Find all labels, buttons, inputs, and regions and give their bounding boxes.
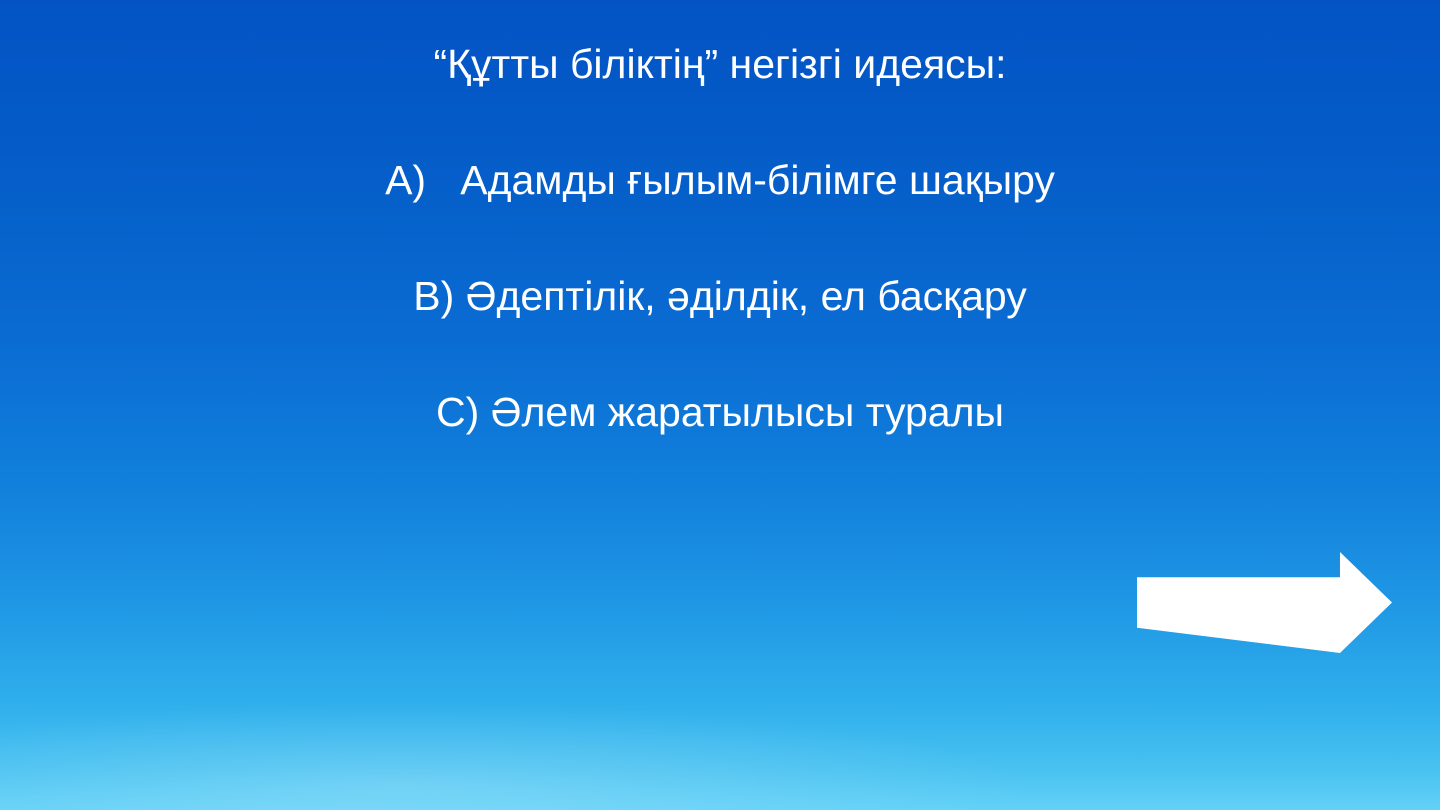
quiz-option-c: C) Әлем жаратылысы туралы xyxy=(435,389,1004,435)
quiz-option-a: A) Адамды ғылым-білімге шақыру xyxy=(385,157,1055,203)
quiz-option-b: B) Әдептілік, әділдік, ел басқару xyxy=(413,273,1027,319)
next-slide-arrow-icon[interactable] xyxy=(1137,552,1392,653)
slide-title: “Құтты біліктің” негізгі идеясы: xyxy=(433,41,1007,87)
